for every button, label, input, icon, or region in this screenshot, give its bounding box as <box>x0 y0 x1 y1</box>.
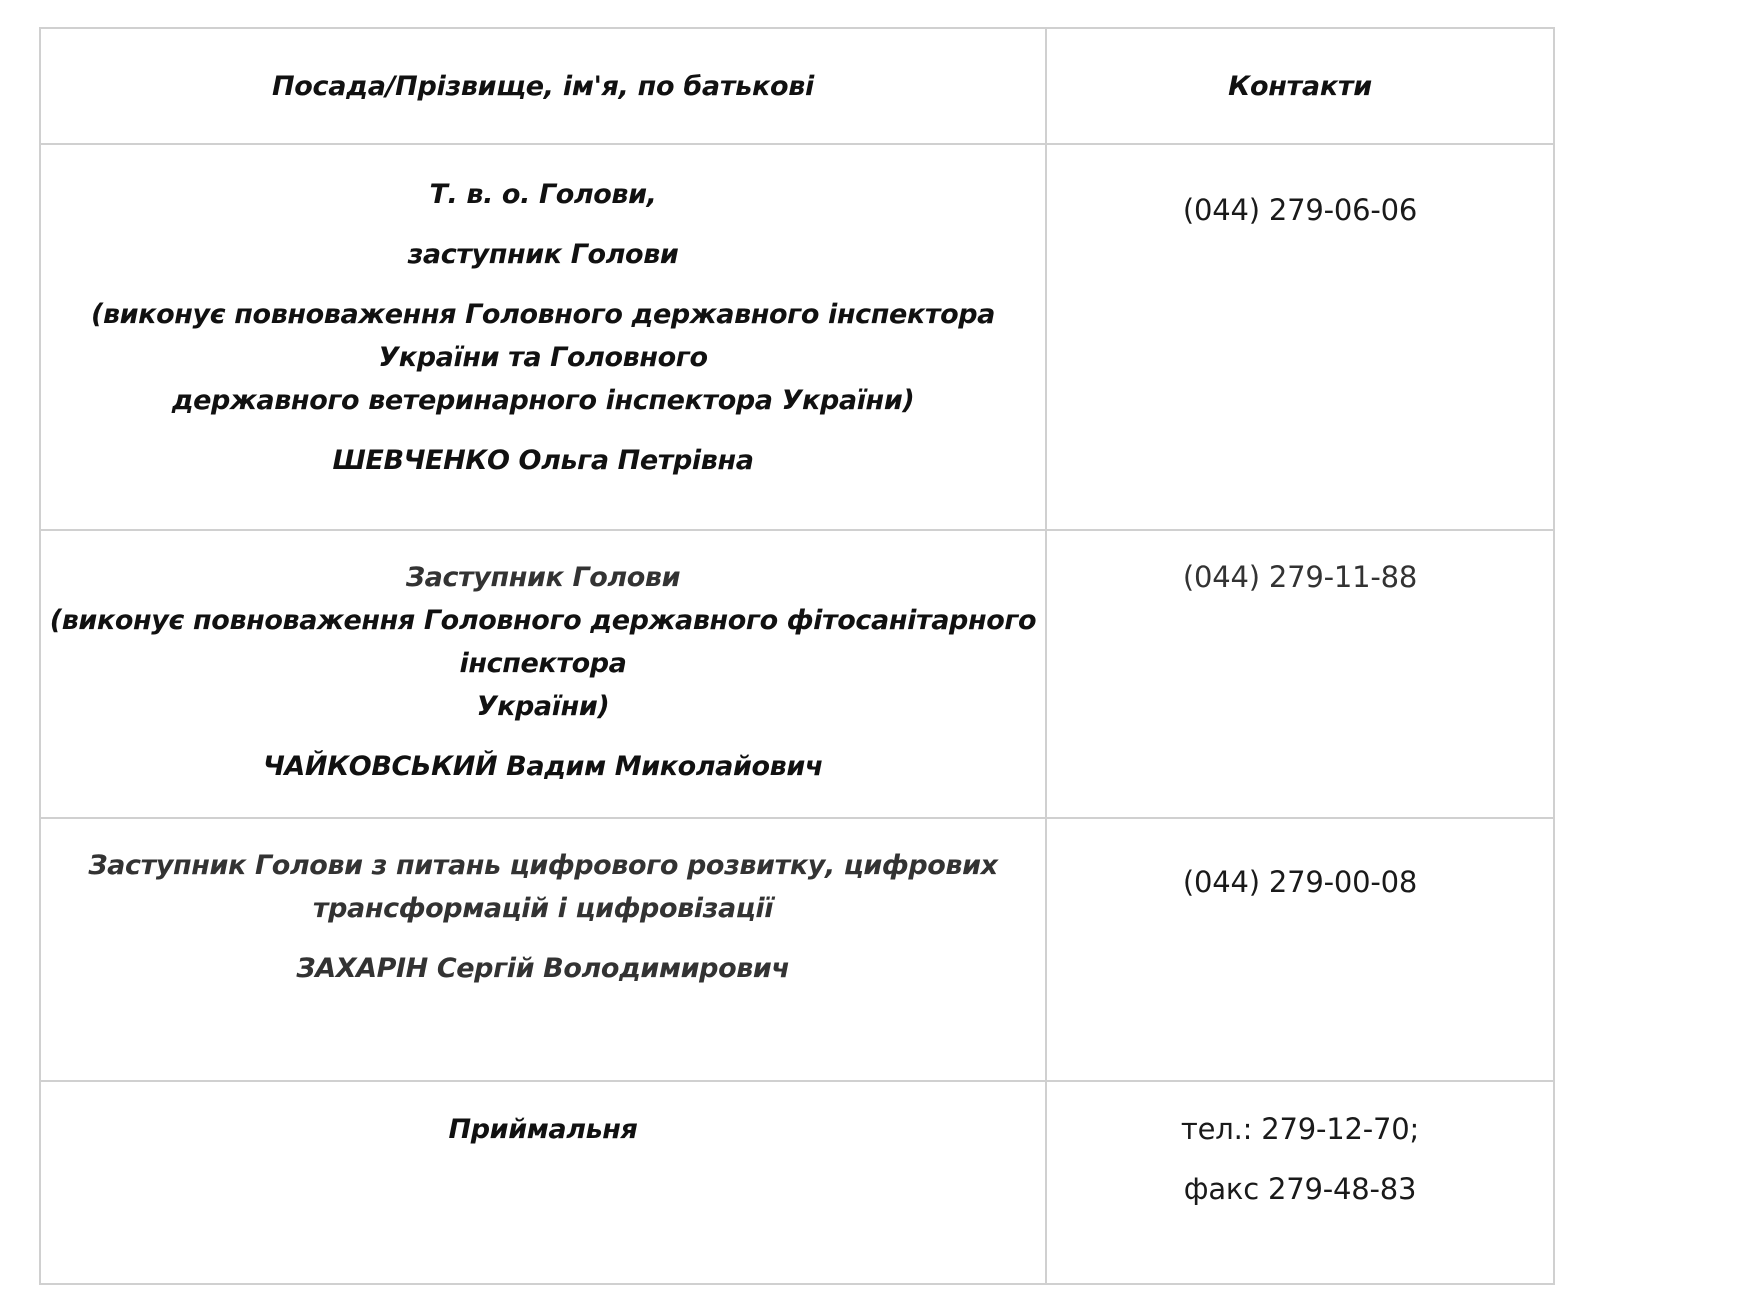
contact-cell <box>1046 1081 1554 1284</box>
position-title-line: трансформацій і цифровізації <box>312 893 774 924</box>
position-powers-line: (виконує повноваження Головного державного інспектора України та Головного <box>91 299 995 373</box>
position-cell <box>40 1081 1046 1284</box>
phone-number: (044) 279-11-88 <box>1182 560 1418 594</box>
position-title-block <box>41 556 1045 728</box>
table-header-row <box>40 28 1554 144</box>
position-cell <box>40 530 1046 818</box>
position-powers-line: (виконує повноваження Головного державного фітосанітарного інспектора <box>49 605 1037 679</box>
position-title: Заступник Голови <box>405 562 681 593</box>
position-powers-line: України) <box>476 691 610 722</box>
fax-number: факс 279-48-83 <box>1183 1172 1417 1206</box>
table-row <box>40 144 1554 530</box>
position-powers <box>41 293 1045 422</box>
position-title: Т. в. о. Голови, <box>429 179 657 210</box>
phone-number: (044) 279-00-08 <box>1182 865 1418 899</box>
position-subtitle: заступник Голови <box>407 239 679 270</box>
contact-cell <box>1046 818 1554 1081</box>
position-title-line: Заступник Голови з питань цифрового розвитку, цифрових <box>88 850 998 881</box>
position-title-block <box>41 844 1045 930</box>
contact-cell <box>1046 530 1554 818</box>
position-cell <box>40 818 1046 1081</box>
header-contacts: Контакти <box>1046 28 1554 144</box>
phone-number: (044) 279-06-06 <box>1182 193 1418 227</box>
person-name: ЗАХАРІН Сергій Володимирович <box>296 953 790 984</box>
phone-number: тел.: 279-12-70; <box>1180 1112 1420 1146</box>
table-row <box>40 530 1554 818</box>
contacts-table <box>39 27 1555 1285</box>
position-cell <box>40 144 1046 530</box>
person-name: ЧАЙКОВСЬКИЙ Вадим Миколайович <box>262 751 824 782</box>
table-row <box>40 1081 1554 1284</box>
position-powers-line: державного ветеринарного інспектора України) <box>171 385 915 416</box>
contact-cell <box>1046 144 1554 530</box>
table-row <box>40 818 1554 1081</box>
person-name: ШЕВЧЕНКО Ольга Петрівна <box>332 445 754 476</box>
header-position: Посада/Прізвище, ім'я, по батькові <box>40 28 1046 144</box>
position-title: Приймальня <box>448 1114 638 1145</box>
